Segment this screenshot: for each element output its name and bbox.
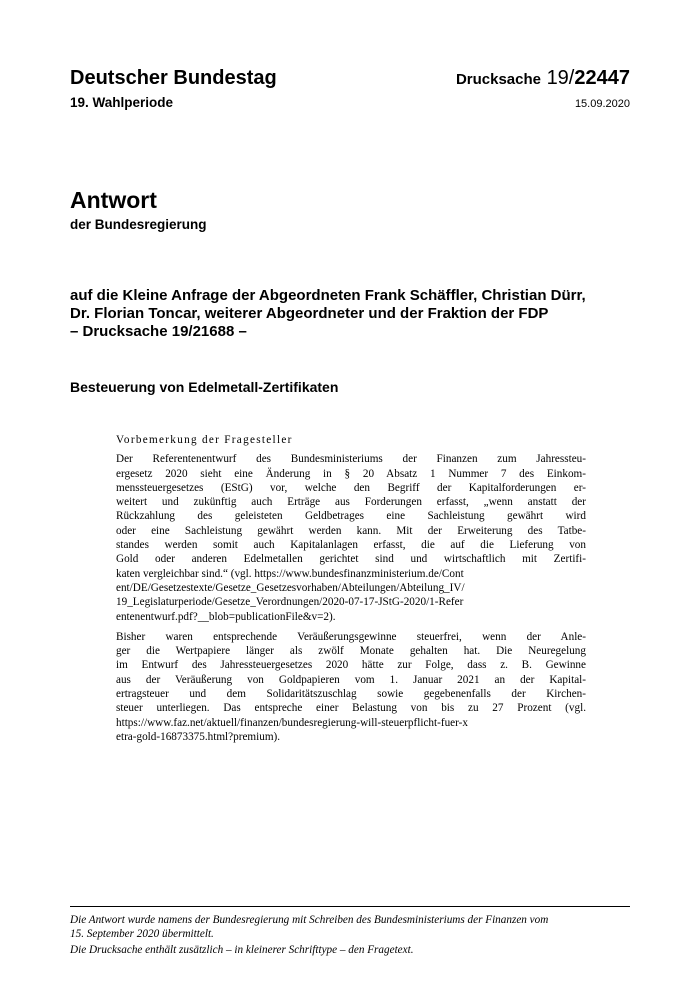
paragraph-line: ent/DE/Gesetzestexte/Gesetze_Gesetzesvorhaben/Abteilungen/Abteilung_IV/ — [116, 581, 465, 594]
institution-name: Deutscher Bundestag — [70, 67, 277, 89]
preface-section — [116, 433, 586, 750]
paragraph-line: 19_Legislaturperiode/Gesetze_Verordnungen/2020-07-17-JStG-2020/1-Refer — [116, 596, 464, 609]
footer-note-line: 15. September 2020 übermittelt. — [70, 927, 214, 940]
drucksache-doc-number: 22447 — [574, 67, 630, 89]
subject-title: Besteuerung von Edelmetall-Zertifikaten — [70, 379, 339, 395]
drucksache-period: 19/ — [546, 67, 575, 89]
document-author: der Bundesregierung — [70, 217, 207, 232]
drucksache-label: Drucksache — [455, 71, 541, 88]
paragraph-line: weitert und zukünftig auch Erträge aus Forderungen erfasst, „wenn anstatt der — [116, 496, 586, 509]
paragraph-line: standes werden somit auch Kapitalanlagen erfasst, die auf die Lieferung von — [116, 539, 586, 552]
paragraph-line: https://www.faz.net/aktuell/finanzen/bundesregierung-will-steuerpflicht-fuer-x — [116, 716, 468, 729]
document-date: 15.09.2020 — [574, 98, 630, 110]
paragraph-line: Bisher waren entsprechende Veräußerungsgewinne steuerfrei, wenn der Anle- — [116, 630, 586, 643]
paragraph-line: Gold oder anderen Edelmetallen gerichtet sind und wirtschaftlich mit Zertifi- — [116, 553, 586, 566]
header-left — [70, 66, 390, 110]
drucksache-number — [370, 66, 630, 92]
paragraph-line: oder eine Sachleistung gewährt werden kann. Mit der Erweiterung des Tatbe- — [116, 524, 586, 537]
header-right — [370, 66, 630, 110]
paragraph-line: ergesetz 2020 sieht eine Änderung in § 20 Absatz 1 Nummer 7 des Einkom- — [116, 467, 586, 480]
paragraph-line: entenentwurf.pdf?__blob=publicationFile&v=2). — [116, 610, 336, 623]
paragraph-line: ertragsteuer und dem Solidaritätszuschlag sowie gegebenenfalls der Kirchen- — [116, 688, 586, 701]
inquiry-reference — [70, 287, 630, 341]
footer-notes — [70, 914, 630, 958]
paragraph-line: aus der Veräußerung von Goldpapieren vom 1. Januar 2021 an der Kapital- — [116, 673, 586, 686]
inquiry-line: auf die Kleine Anfrage der Abgeordneten Frank Schäffler, Christian Dürr, — [70, 287, 586, 304]
paragraph-line: Rückzahlung des geleisteten Geldbetrages eine Sachleistung gewährt wird — [116, 510, 586, 523]
preface-paragraph-1 — [116, 452, 586, 624]
paragraph-line: ger die Wertpapiere länger als zwölf Monate gehalten hat. Die Neuregelung — [116, 645, 586, 658]
paragraph-line: menssteuergesetzes (EStG) vor, welche den Begriff der Kapitalforderungen er- — [116, 481, 586, 494]
inquiry-line: – Drucksache 19/21688 – — [70, 323, 247, 340]
paragraph-line: etra-gold-16873375.html?premium). — [116, 730, 281, 743]
preface-heading: Vorbemerkung der Fragesteller — [116, 434, 293, 446]
legislative-period: 19. Wahlperiode — [70, 95, 174, 110]
preface-paragraph-2 — [116, 630, 586, 744]
inquiry-line: Dr. Florian Toncar, weiterer Abgeordneter und der Fraktion der FDP — [70, 305, 549, 322]
paragraph-line: Der Referentenentwurf des Bundesministeriums der Finanzen zum Jahressteu- — [116, 453, 586, 466]
footer-note-line: Die Drucksache enthält zusätzlich – in kleinerer Schrifttype – den Fragetext. — [70, 944, 414, 956]
footer-note-line: Die Antwort wurde namens der Bundesregierung mit Schreiben des Bundesministeriums der Finanzen vom — [70, 914, 549, 926]
paragraph-line: katen vergleichbar sind.“ (vgl. https://www.bundesfinanzministerium.de/Cont — [116, 567, 464, 580]
document-type: Antwort — [70, 187, 157, 213]
paragraph-line: steuer unterliegen. Das entspreche einer Belastung von bis zu 27 Prozent (vgl. — [116, 702, 586, 715]
paragraph-line: im Entwurf des Jahressteuergesetzes 2020 hätte zur Folge, dass z. B. Gewinne — [116, 659, 586, 672]
footer-divider — [70, 906, 630, 907]
